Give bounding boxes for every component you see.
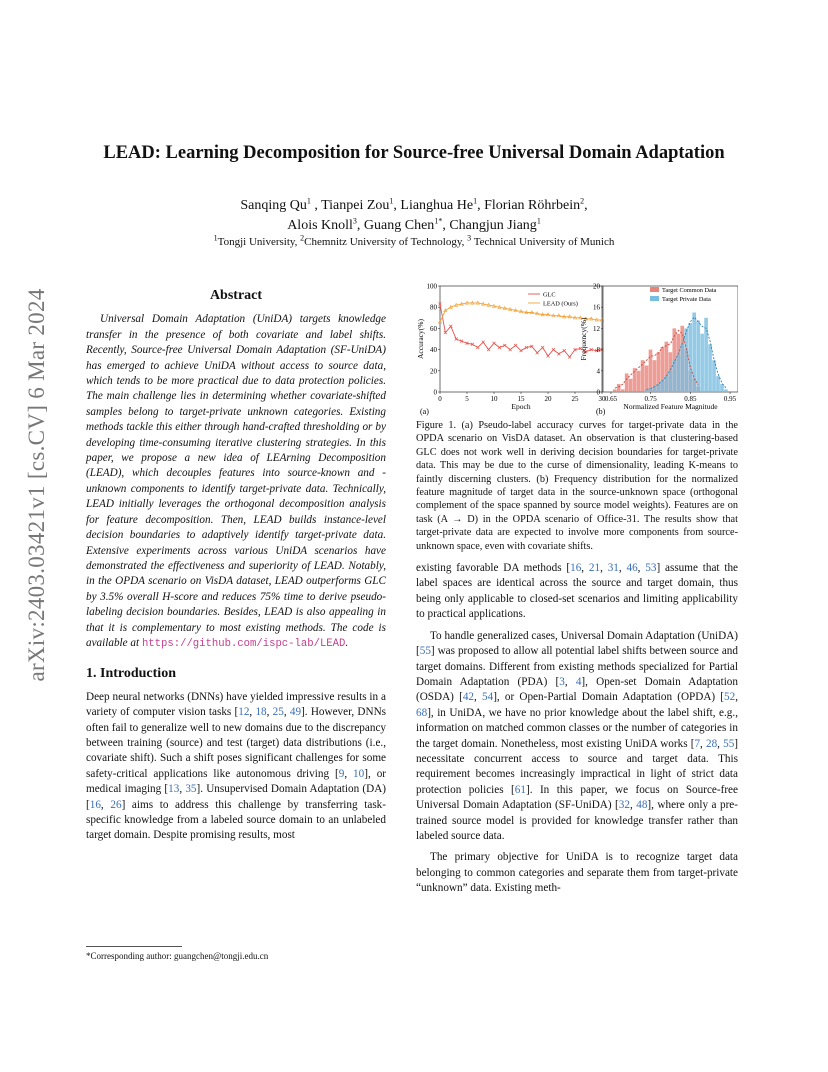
abstract-heading: Abstract: [209, 288, 263, 303]
body-text: ,: [618, 562, 627, 575]
histogram-bar: [629, 379, 633, 392]
body-text: ,: [735, 691, 739, 704]
data-point: [487, 348, 490, 351]
histogram-bar: [696, 320, 700, 392]
x-tick-label: 15: [517, 395, 525, 403]
data-point: [541, 346, 544, 349]
arxiv-id: arXiv:2403.03421v1 [cs.CV] 6 Mar 2024: [24, 288, 49, 682]
affil-name: Chemnitz University of Technology,: [304, 236, 468, 248]
legend-swatch: [650, 287, 659, 292]
data-point: [568, 356, 571, 359]
x-tick-label: 0.95: [723, 395, 737, 403]
data-point: [563, 349, 566, 352]
y-tick-label: 20: [593, 282, 600, 291]
citation-link[interactable]: 61: [514, 783, 526, 796]
intro-paragraph: [86, 690, 386, 844]
x-tick-label: 0.75: [644, 395, 657, 403]
y-tick-label: 60: [430, 324, 437, 333]
author-affil-mark: 3: [352, 216, 357, 226]
histogram-bar: [692, 313, 696, 393]
citation-link[interactable]: 42: [462, 691, 475, 704]
histogram-bar: [613, 389, 617, 392]
author-name: , Tianpei Zou: [310, 198, 390, 213]
figure-1-caption: Figure 1. (a) Pseudo-label accuracy curves for target-private data in the OPDA scenario on VisDA dataset. An observation is that clustering-based GLC does not work well in deriving decision boundaries for target-private data. This may be due to the curse of dimensionality, leading K-means to faintly discerning clusters. (b) Frequency distribution for the normalized feature magnitude of target data in the source-unknown space (orthogonal complement of the space spanned by source model weights). Features are on task (A → D) in the OPDA scenario of Office-31. The results show that target-private data are expected to involve more components from source-unknown space, even with covariate shifts.: [416, 420, 738, 552]
citation-link[interactable]: 55: [723, 737, 735, 750]
histogram-bar: [708, 344, 712, 392]
data-point: [557, 352, 560, 355]
histogram-bar: [665, 376, 669, 392]
body-text: ], where only a pre-trained source model is provided for knowledge transfer rather than labeled source data.: [416, 799, 739, 842]
author-affil-mark: 1: [389, 196, 394, 206]
data-point: [520, 349, 523, 352]
data-point: [514, 344, 517, 347]
citation-link[interactable]: 18: [255, 706, 267, 719]
histogram-bar: [637, 371, 641, 392]
citation-link[interactable]: 31: [607, 562, 619, 575]
histogram-bar: [676, 355, 680, 392]
citation-link[interactable]: 4: [575, 675, 582, 688]
x-tick-label: 5: [465, 395, 469, 403]
citation-link[interactable]: 9: [338, 767, 345, 780]
citation-link[interactable]: 21: [588, 562, 601, 575]
affil-mark: 1: [213, 233, 218, 243]
histogram-bar: [617, 384, 621, 392]
body-paragraph: [416, 850, 738, 896]
histogram-bar: [621, 389, 625, 392]
abstract-body: Universal Domain Adaptation (UniDA) targets knowledge transfer in the presence of both covariate and label shifts. Recently, Source-free Universal Domain Adaptation (SF-UniDA) has emerged to achieve UniDA without access to source data, which tends to be more practical due to data protection policies. The main challenge lies in determining whether covariate-shifted samples belong to target-private unknown categories. Existing methods tackle this either through hand-crafted thresholding or by developing time-consuming iterative clustering strategies. In this paper, we propose a new idea of LEArning Decomposition (LEAD), which decouples features into source-known and -unknown components to identify target-private data. Technically, LEAD initially leverages the orthogonal decomposition analysis for feature decomposition. Then, LEAD builds instance-level decision boundaries to adaptively identify target-private data. Extensive experiments across various UniDA scenarios have demonstrated the effectiveness and superiority of LEAD. Notably, in the OPDA scenario on VisDA dataset, LEAD outperforms GLC by 3.5% overall H-score and reduces 75% time to derive pseudo-labeling decision boundaries. Besides, LEAD is also appealing in that it is complementary to most existing methods. The code is available at: [86, 313, 386, 649]
citation-link[interactable]: 54: [482, 691, 494, 704]
histogram-bar: [672, 360, 676, 392]
histogram-bar: [700, 334, 704, 392]
affil-mark: 3: [467, 233, 472, 243]
author-affil-mark: 1: [536, 216, 541, 226]
y-tick-label: 20: [430, 367, 437, 376]
citation-link[interactable]: 55: [419, 645, 431, 658]
y-tick-label: 16: [593, 303, 600, 312]
author-name: Sanqing Qu: [240, 198, 307, 213]
arxiv-sidebar: [22, 290, 52, 680]
x-tick-label: 0.65: [604, 395, 618, 403]
citation-link[interactable]: 35: [185, 783, 197, 796]
histogram-bar: [724, 389, 728, 392]
citation-link[interactable]: 26: [110, 798, 122, 811]
x-tick-label: 10: [490, 395, 498, 403]
author-name: , Lianghua He: [393, 198, 474, 213]
x-tick-label: 25: [571, 395, 579, 403]
body-text: ], Open-set Domain Adaptation (OSDA) [: [416, 675, 738, 704]
histogram-bar: [716, 376, 720, 392]
x-tick-label: 20: [544, 395, 552, 403]
y-axis-label: Frequency(%): [579, 317, 588, 361]
body-text: ,: [700, 737, 706, 750]
citation-link[interactable]: 10: [353, 767, 365, 780]
citation-link[interactable]: 49: [289, 706, 302, 719]
affil-name: Technical University of Munich: [471, 236, 615, 248]
body-text: Deep neural networks (DNNs) have yielded impressive results in a variety of computer vision tasks [: [86, 690, 386, 719]
histogram-bar: [684, 328, 688, 392]
author-line-1: [0, 196, 828, 216]
y-tick-label: 80: [430, 303, 437, 312]
body-text: ] necessitate concurrent access to source and target data. This requirement becomes increasingly impractical in light of strict data protection policies [: [416, 737, 739, 796]
body-text: ]. Unsupervised Domain Adaptation (DA) [: [86, 783, 386, 811]
body-text: To handle generalized cases, Universal Domain Adaptation (UniDA) [: [416, 629, 739, 658]
author-list: [0, 196, 828, 236]
legend-label: Target Common Data: [662, 286, 717, 294]
affiliations: [0, 233, 828, 248]
left-column: [86, 288, 386, 844]
citation-link[interactable]: 46: [626, 562, 638, 575]
data-point: [509, 348, 512, 351]
body-text: ]. However, DNNs often fail to generalize well to new domains due to the discrepancy between training (source) and test (target) data distributions (i.e., covariate shift). Such a shift poses significant challenges for some safety-critical applications like autonomous driving [: [86, 706, 387, 780]
histogram-bar: [661, 381, 665, 392]
y-tick-label: 40: [430, 346, 437, 355]
citation-link[interactable]: 48: [636, 799, 648, 812]
y-tick-label: 0: [433, 388, 437, 397]
footnote: [86, 946, 386, 961]
intro-heading: 1. Introduction: [86, 666, 176, 682]
author-affil-mark: 2: [580, 196, 585, 206]
footnote-rule: [86, 946, 182, 947]
body-paragraph: [416, 629, 738, 845]
body-text: ,: [581, 562, 589, 575]
body-text: ], or Open-Partial Domain Adaptation (OPDA) [: [493, 691, 725, 704]
y-tick-label: 4: [596, 367, 600, 376]
y-tick-label: 100: [426, 282, 437, 291]
body-text: ], or medical imaging [: [86, 767, 387, 796]
body-text: ] aims to address this challenge by transferring task-specific knowledge from a labeled source domain to an unlabeled target domain. Despite promising results, most: [86, 798, 386, 842]
data-point: [493, 342, 496, 345]
body-text: ] was proposed to allow all potential label shifts between source and target domains. Different from existing methods specialized for Partial Domain Adaptation (PDA) [: [416, 645, 738, 688]
affil-name: Tongji University,: [217, 236, 301, 248]
body-text: ,: [100, 798, 111, 811]
author-name: ,: [584, 198, 588, 213]
histogram-bar: [625, 373, 629, 392]
citation-link[interactable]: 16: [89, 798, 101, 811]
data-point: [552, 348, 555, 351]
data-point: [547, 354, 550, 357]
citation-link[interactable]: 25: [272, 706, 284, 719]
y-tick-label: 8: [596, 346, 600, 355]
body-text: ,: [717, 737, 724, 750]
x-tick-label: 0: [438, 395, 442, 403]
figure-1-charts: [416, 278, 738, 418]
panel-b-label: (b): [596, 407, 606, 416]
code-link[interactable]: https://github.com/ispc-lab/LEAD: [141, 637, 346, 650]
citation-link[interactable]: 3: [559, 675, 565, 688]
right-column: [416, 278, 738, 903]
legend-label: Target Private Data: [662, 295, 711, 303]
x-axis-label: Epoch: [511, 402, 531, 411]
legend-label: LEAD (Ours): [543, 300, 578, 308]
affil-mark: 2: [300, 233, 305, 243]
citation-link[interactable]: 12: [238, 706, 250, 719]
histogram-bar: [704, 318, 708, 392]
y-tick-label: 0: [596, 388, 600, 397]
author-affil-mark: 1: [306, 196, 311, 206]
author-name: Alois Knoll: [287, 218, 353, 233]
body-text: ] assume that the label spaces are identical across the source and target domain, thus being only applicable to closed-set scenarios and limiting applicability to practical applications.: [416, 562, 739, 621]
figure-1: [416, 278, 738, 418]
right-body: [416, 561, 738, 897]
histogram-bar: [649, 389, 653, 392]
histogram-bar: [653, 387, 657, 392]
body-text: The primary objective for UniDA is to recognize target data belonging to common categories and separate them from target-private “unknown” data. Existing meth-: [416, 851, 738, 895]
body-text: ]. In this paper, we focus on Source-free Universal Domain Adaptation (SF-UniDA) [: [416, 783, 738, 812]
body-text: existing favorable DA methods [: [416, 562, 571, 575]
author-affil-mark: 1: [473, 196, 478, 206]
footnote-text: *Corresponding author: guangchen@tongji.edu.cn: [86, 951, 269, 961]
x-axis-label: Normalized Feature Magnitude: [623, 402, 718, 411]
author-affil-mark: 1*: [434, 216, 443, 226]
body-text: ,: [179, 783, 186, 796]
histogram-bar: [680, 344, 684, 392]
author-line-2: [0, 216, 828, 236]
x-tick-label: 30: [598, 395, 606, 403]
citation-link[interactable]: 28: [705, 737, 718, 750]
citation-link[interactable]: 32: [618, 799, 630, 812]
data-point: [476, 346, 479, 349]
histogram-bar: [688, 323, 692, 392]
legend-swatch: [650, 296, 659, 301]
histogram-bar: [645, 366, 649, 393]
body-text: ,: [249, 706, 256, 719]
body-text: ,: [344, 767, 354, 780]
series-line: [440, 304, 602, 357]
author-name: , Florian Röhrbein: [477, 198, 581, 213]
paper-title: LEAD: Learning Decomposition for Source-free Universal Domain Adaptation: [103, 143, 725, 163]
citation-link[interactable]: 52: [724, 691, 736, 704]
citation-link[interactable]: 53: [645, 562, 657, 575]
histogram-bar: [645, 389, 649, 392]
data-point: [482, 341, 485, 344]
body-text: ,: [564, 675, 576, 688]
citation-link[interactable]: 16: [570, 562, 582, 575]
abstract-end: .: [345, 636, 349, 649]
author-name: , Guang Chen: [356, 218, 435, 233]
x-tick-label: 0.85: [684, 395, 697, 403]
body-text: ], in UniDA, we have no prior knowledge about the label shift, e.g., information on matched common classes or the number of categories in the target domain. Nonetheless, most existing UniDA works [: [416, 706, 738, 750]
body-text: ,: [474, 691, 482, 704]
citation-link[interactable]: 13: [168, 783, 180, 796]
body-text: ,: [266, 706, 273, 719]
body-text: ,: [637, 562, 646, 575]
y-tick-label: 12: [593, 324, 600, 333]
legend-label: GLC: [543, 291, 556, 299]
body-text: ,: [629, 799, 637, 812]
citation-link[interactable]: 68: [416, 706, 428, 719]
author-name: , Changjun Jiang: [442, 218, 537, 233]
body-text: ,: [600, 562, 608, 575]
body-paragraph: [416, 561, 738, 623]
panel-a-label: (a): [420, 407, 429, 416]
y-axis-label: Accuracy(%): [416, 319, 425, 359]
citation-link[interactable]: 7: [694, 737, 701, 750]
histogram-bar: [669, 371, 673, 392]
abstract-text: [86, 312, 386, 652]
body-text: ,: [283, 706, 290, 719]
data-point: [536, 351, 539, 354]
